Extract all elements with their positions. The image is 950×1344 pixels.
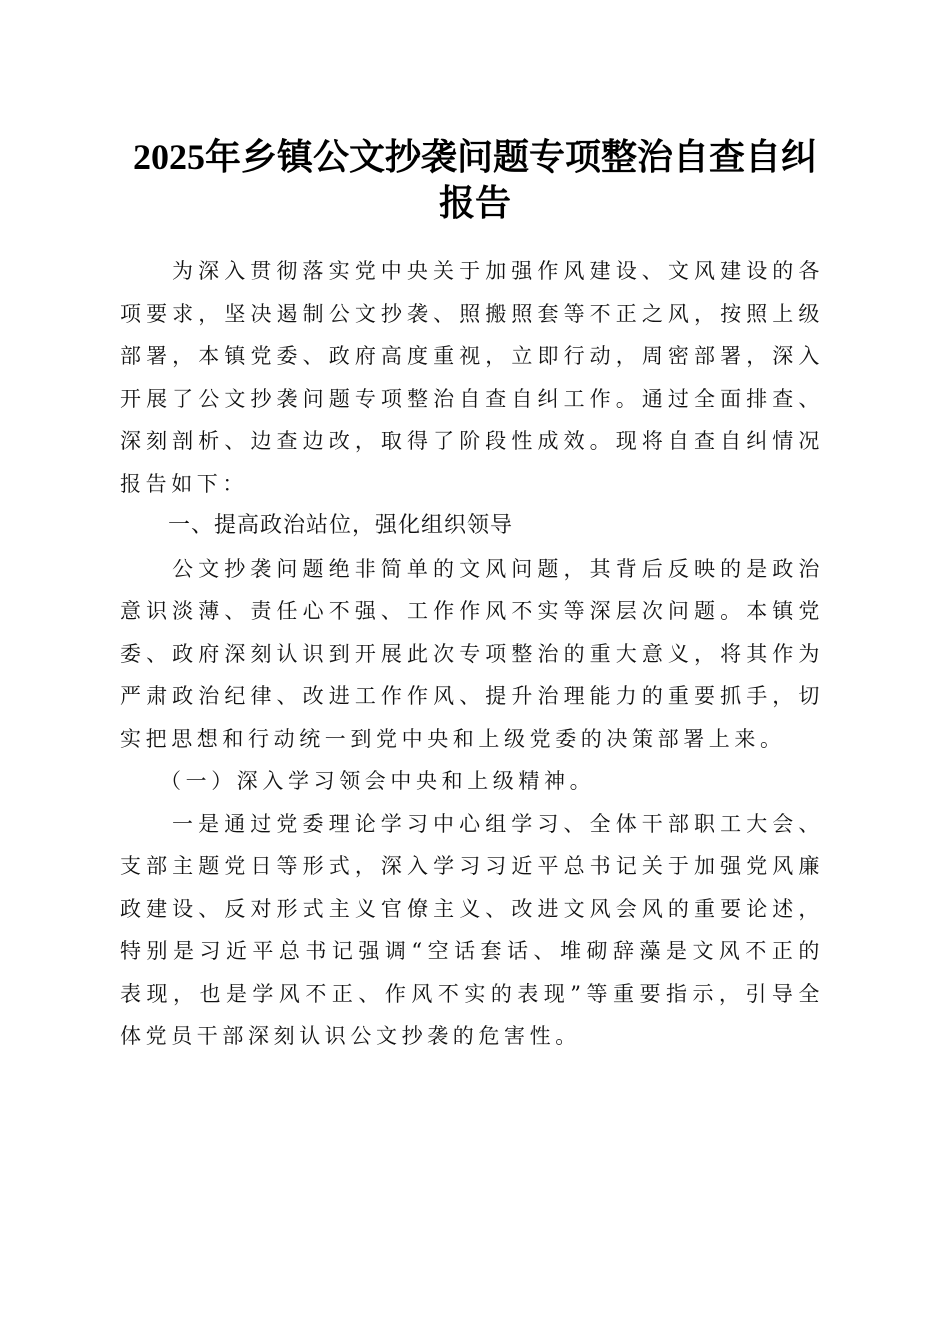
title-line-2: 报告 bbox=[438, 183, 511, 223]
section-1-paragraph: 公文抄袭问题绝非简单的文风问题，其背后反映的是政治意识淡薄、责任心不强、工作作风不实等深层次问题。本镇党委、政府深刻认识到开展此次专项整治的重大意义，将其作为严肃政治纪律、改进工作作风、提升治理能力的重要抓手，切实把思想和行动统一到党中央和上级党委的决策部署上来。 bbox=[120, 556, 824, 751]
intro-paragraph: 为深入贯彻落实党中央关于加强作风建设、文风建设的各项要求，坚决遏制公文抄袭、照搬照套等不正之风，按照上级部署，本镇党委、政府高度重视，立即行动，周密部署，深入开展了公文抄袭问题专项整治自查自纠工作。通过全面排查、深刻剖析、边查边改，取得了阶段性成效。现将自查自纠情况报告如下： bbox=[120, 259, 824, 496]
document-title bbox=[120, 134, 830, 226]
subsection-heading-1: （一）深入学习领会中央和上级精神。 bbox=[160, 769, 596, 793]
subsection-1-paragraph: 一是通过党委理论学习中心组学习、全体干部职工大会、支部主题党日等形式，深入学习习近平总书记关于加强党风廉政建设、反对形式主义官僚主义、改进文风会风的重要论述，特别是习近平总书记强调“空话套话、堆砌辞藻是文风不正的表现，也是学风不正、作风不实的表现”等重要指示，引导全体党员干部深刻认识公文抄袭的危害性。 bbox=[120, 811, 824, 1048]
title-line-1: 2025年乡镇公文抄袭问题专项整治自查自纠 bbox=[132, 137, 817, 177]
document-body bbox=[120, 250, 824, 1058]
section-heading-1: 一、提高政治站位，强化组织领导 bbox=[168, 513, 514, 538]
